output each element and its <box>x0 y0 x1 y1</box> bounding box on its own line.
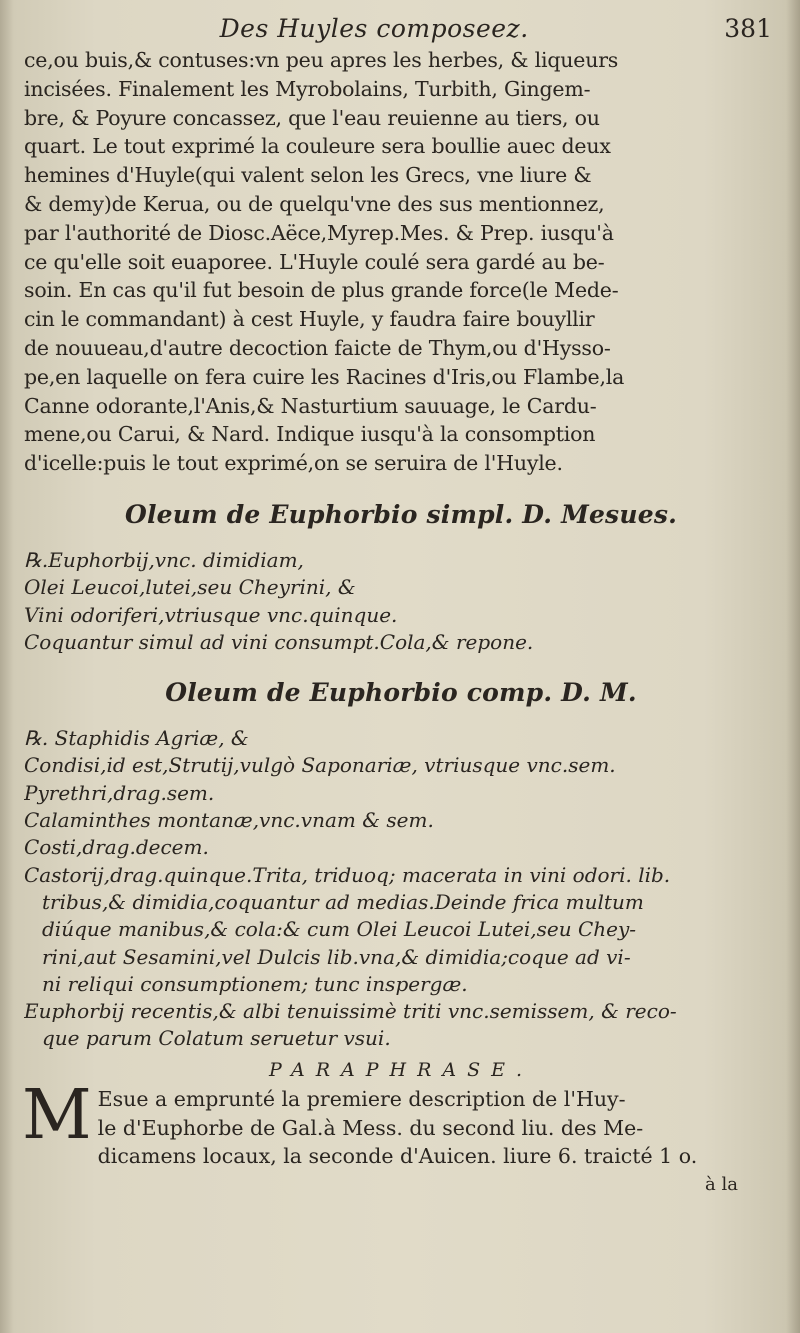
running-title: Des Huyles composeez. <box>219 14 529 43</box>
recipe-simple-title: Oleum de Euphorbio simpl. D. Mesues. <box>124 499 677 529</box>
recipe-line: Olei Leucoi,lutei,seu Cheyrini, & <box>24 575 356 600</box>
recipe-compound-body <box>24 725 778 1053</box>
text-line: Canne odorante,l'Anis,& Nasturtium sauuage, le Cardu- <box>24 393 597 418</box>
text-line: pe,en laquelle on fera cuire les Racines d'Iris,ou Flambe,la <box>24 364 625 389</box>
recipe-line: Condisi,id est,Strutij,vulgò Saponariæ, vtriusque vnc.sem. <box>24 753 616 778</box>
intro-paragraph <box>24 46 778 478</box>
text-line: mene,ou Carui, & Nard. Indique iusqu'à la consomption <box>24 422 596 447</box>
page-edge-left <box>0 0 14 1333</box>
text-line: ce,ou buis,& contuses:vn peu apres les herbes, & liqueurs <box>24 48 619 72</box>
recipe-line: Calaminthes montanæ,vnc.vnam & sem. <box>24 808 434 833</box>
text-line: incisées. Finalement les Myrobolains, Turbith, Gingem- <box>24 76 591 101</box>
recipe-line: que parum Colatum seruetur vsui. <box>42 1026 391 1051</box>
recipe-line: ℞.Euphorbij,vnc. dimidiam, <box>24 547 304 572</box>
text-line: ce qu'elle soit euaporee. L'Huyle coulé sera gardé au be- <box>24 249 605 274</box>
text-line: bre, & Poyure concassez, que l'eau reuienne au tiers, ou <box>24 105 600 130</box>
page-edge-right <box>786 0 800 1333</box>
recipe-line: ℞. Staphidis Agriæ, & <box>24 726 249 751</box>
recipe-line: Castorij,drag.quinque.Trita, triduoq; macerata in vini odori. lib. <box>24 862 671 887</box>
paraphrase-heading: PARAPHRASE. <box>268 1058 534 1081</box>
recipe-line: Euphorbij recentis,& albi tenuissimè triti vnc.semissem, & reco- <box>24 999 677 1024</box>
text-line: & demy)de Kerua, ou de quelqu'vne des sus mentionnez, <box>24 191 605 216</box>
recipe-line: rini,aut Sesamini,vel Dulcis lib.vna,& dimidia;coque ad vi- <box>42 944 631 969</box>
recipe-line: diúque manibus,& cola:& cum Olei Leucoi Lutei,seu Chey- <box>42 917 637 942</box>
recipe-line: Pyrethri,drag.sem. <box>24 780 215 805</box>
text-line: soin. En cas qu'il fut besoin de plus grande force(le Mede- <box>24 278 619 303</box>
text-line: d'icelle:puis le tout exprimé,on se seruira de l'Huyle. <box>24 451 563 476</box>
recipe-compound-title: Oleum de Euphorbio comp. D. M. <box>165 678 637 708</box>
recipe-line: tribus,& dimidia,coquantur ad medias.Deinde frica multum <box>42 889 644 914</box>
drop-capital: M <box>22 1075 92 1155</box>
running-head <box>24 14 778 46</box>
text-line: quart. Le tout exprimé la couleure sera boullie auec deux <box>24 134 611 159</box>
text-line: dicamens locaux, la seconde d'Auicen. liure 6. traicté 1 o. <box>97 1144 698 1169</box>
text-line: par l'authorité de Diosc.Aëce,Myrep.Mes. & Prep. iusqu'à <box>24 220 614 245</box>
text-line: hemines d'Huyle(qui valent selon les Grecs, vne liure & <box>24 163 592 188</box>
text-line: le d'Euphorbe de Gal.à Mess. du second liu. des Me- <box>97 1115 644 1140</box>
text-line: cin le commandant) à cest Huyle, y faudra faire bouyllir <box>24 307 595 332</box>
text-line: Esue a emprunté la premiere description de l'Huy- <box>97 1086 626 1111</box>
recipe-line: Vini odoriferi,vtriusque vnc.quinque. <box>24 602 398 627</box>
recipe-simple-body <box>24 547 778 656</box>
text-line: de nouueau,d'autre decoction faicte de Thym,ou d'Hysso- <box>24 335 611 360</box>
page-number: 381 <box>724 14 772 43</box>
recipe-line: Costi,drag.decem. <box>24 835 209 860</box>
recipe-line: Coquantur simul ad vini consumpt.Cola,& repone. <box>24 629 534 654</box>
recipe-line: ni reliqui consumptionem; tunc inspergæ. <box>42 971 468 996</box>
paraphrase-paragraph <box>22 1075 778 1200</box>
catchword: à la <box>705 1174 738 1196</box>
